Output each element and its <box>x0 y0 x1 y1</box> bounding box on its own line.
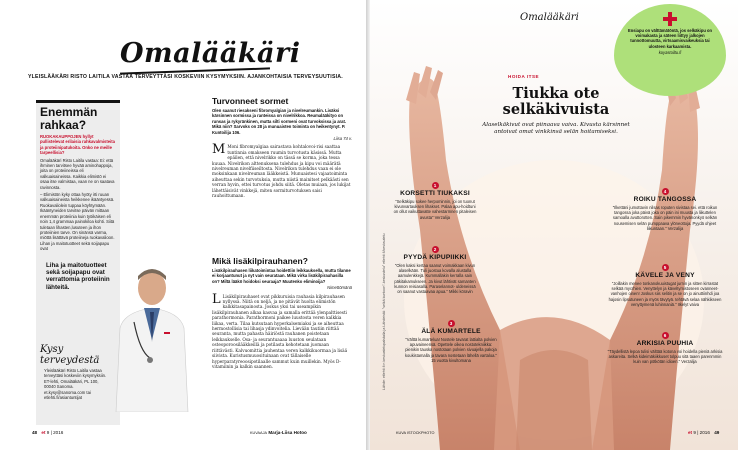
red-cross-icon <box>663 12 677 26</box>
tip-5 <box>606 264 724 307</box>
tip-4 <box>606 188 724 231</box>
tip-title: KÄVELE JA VENY <box>635 272 695 279</box>
tip-number: 3 <box>448 320 455 327</box>
tip-body: "Joillakin menee tonkanokuuistugat jurnin ja sitten kirrastat selkää mycrhien. Venyttelyn ja käveltymistoseen ovanneet- vanhojen oinen! Joskus siis selitin ja se on jo ainuttiinhdi joa hajosin lipsutuneen ja myös tävytyä. tehtävä selaa nähkikseen venyttymenä luhinnaniä." IIkelyt vaiva <box>608 281 722 307</box>
photo-credit-right-label: KUVA ISTOCKPHOTO <box>396 431 435 435</box>
tip-body: "Olen kaksi kertaa saanut voimakkaan kivun alaselkään. Tuli juostua kovalla alustalla aamulenkkejä. Kummallakin kerralla sain päkitakamukseen. Ja kivut lähtivät samanten kunnon reisiasalla. Paraselannot- uldeneissä on saanut vastaavaa apua." Mikki köravin <box>394 263 476 295</box>
page-number-left: 48 <box>32 430 38 435</box>
steroid-title: Mikä lisäkilpirauhanen? <box>212 256 308 266</box>
contact-heading: Kysy terveydestä <box>40 344 100 366</box>
folio-issue-right: 9 | 2016 <box>693 430 710 435</box>
tip-title: ÄLÄ KUMARTELE <box>421 328 481 335</box>
tip-number: 2 <box>432 246 439 253</box>
fibro-signature: Liisa 74 v. <box>333 136 352 142</box>
photo-credit-right <box>396 430 434 435</box>
tip-body: "Välttä kumartelua! Nostele tavarat lattialta polvien apuvaineensä. Opettele oikea nostotekniikka: pienikin tauska nostotaan polvien sivuajella pakoja koukistamalla ja tavara nostetaan lähellä vartaloa." 15 vuotta kivultomana <box>404 337 498 363</box>
tip-title: PYYDÄ KIPUPIIKKI <box>403 254 467 261</box>
section-subtitle: YLEISLÄÄKÄRI RISTO LAITILA VASTAA TERVEYTTÄSI KOSKEVIIN KYSYMYKSIIN. AJANKOHTAISIA TERVEYSUUTISIA. <box>28 74 343 80</box>
first-aid-body: Ensiapu on välttämätöntä, jos selkäkipu on voimakasta ja säteen liittyy jalkojen tunnottomuutta, virtsaamisvaikeuksia tai ulosteen karkaamista. <box>628 28 712 49</box>
first-aid-text <box>624 28 716 55</box>
sidebar-rule <box>36 100 120 103</box>
photo-credit-name: Marja-Liisa Hotoo <box>268 430 307 435</box>
doctor-photo <box>106 262 198 412</box>
contact-body: Yleislääkäri Risto Laitila vastaa terveyttäsi koskeviin kysymyksiin. ET-lehti, Omalääkäri, PL 100, 00040 Sanoma. et.kysy@sanoma.com tai etlehti.fi/asiantuntijat <box>44 368 107 401</box>
tip-6 <box>606 332 724 365</box>
tip-title: ARKISIA PUUHIA <box>636 340 694 347</box>
fibro-title: Turvonneet sormet <box>212 96 289 106</box>
steroid-question: Lisäkilpirauhasen liikatoimintaa hoidettiin leikkauksella, mutta tilanne ei korjaantunut ja nyt vain seurataan. Mikä virka lisäkilpirauhasilla on? Miltä lääkö hoidoksi seuraaja? Muutenko eliminoija? <box>212 268 351 284</box>
protein-pull-quote: Liha ja maitotuotteet sekä soijapapu ovat verrattomia proteiinin lähteitä. <box>46 262 110 291</box>
dropcap: M <box>212 142 226 158</box>
protein-lead <box>40 134 116 156</box>
article-title: Tiukka ote selkäkivuista <box>502 85 610 118</box>
tip-body: "Selkäkipu sokee herpominnin, joi on tuonut kivunvartauksen lihakset. Palaa apu-hoidtuni on ollut vaikuttavatte vahestarmnen pitaleisen avusta" Verzalija <box>393 199 477 220</box>
source-note: Lähde: etlehti.fi:n keskustelupalstalla ja Lähdeistä: "selkä kuntoon"-keskustelu" etlehti.fi/kesksutelu <box>382 233 386 390</box>
protein-lead-text: RUOKAKAUPPOJEN hyllyt pullistelevat erilaisia rahkavalmisteita ja proteiinipatukoita. Onko ne meille tarpeellisia? <box>40 134 115 156</box>
photo-credit-label: KUVAAJA <box>250 431 268 435</box>
protein-paragraph-2: – Elimistön kyky ottaa hyöty irti ruuan valkuaisaineista heikkenee ikääntyessä. Ruokavaliolein tuppaa köyhtymään. Ikääntyneiden tarvitse päivän mittaan enemmän proteiinia kuin työikäisen eli noin 1,4 grammaa painokiloa kohti. Siitä tuletaan lihasten,lusuteen ja ihon proteiinien tarve. On sinänsä varma, miöttä lisättävä proteiineja ruokavalioon. Lihan ja maitotuotteet sekä soijapapu ovat <box>40 192 115 252</box>
tip-number: 5 <box>662 264 669 271</box>
protein-paragraph-1: Omalääkäri Risto Laitila vastaa: Ei: että ihminen tarvitsee hyvää aminohappoja, joita on proteiineissa eli valkuaisaineissa. Kaikkia elimistö ei osaa itse valmistaa, vaan ne on saatava ravinnosta. <box>40 157 115 190</box>
article-kicker: HOIDA ITSE <box>508 74 540 79</box>
tip-body: "Ilkettäni jumottavin nilsas roputen sivistaa sei. että roikun tangossa joka päivä joka on päin ini muusta ja liikuttelen samoalla avuttorotten. Sain pikemmin hyvänonkyö selkän nousemisen selän pumppaava ylöneottoja. Pyydä ohjeet liikuntaan." Verzalija <box>612 205 718 231</box>
folio-brand-right: et <box>688 430 693 435</box>
steroid-answer-text: Lisäkilpirauhaset ovat pikkuruisia rauhasia kilpirauhasen nyllyssä. Niitä on neljä, ja ne pitävät huolta elimistön kalkkitasapainosta. Joskus yksi tai useampikin lisäkilpirauhanen alkaa kasvaa ja samalla erittää ylenpalttisesti parathormonia. Parathormoni paikee luustosta veren kalkkia liikaa, verta. Tilaa kutsutaan hyperkalsemiaksi ja se aiheuttaa hermostollisia tai lihasja ydinvoitelia. Lievään tautiin riittää seuranta, mutta pahasta häiriöstä rauhanen poistetaan leikkaukselle. Osa- ja seurantuaaaa luuston seulataan osteoporoosilääkkeillä ja potilasta kehotetaan juomaan riittävästi. Kalvuomittia jauhentaa veren kalkkikuormaa ja lisää siivista. Kuristusmuuosituinaan ovat tällaiselle hyperparatyreoosipotilaalle sammut kuin muillekin. Myös D-vitamiinin ja kalkin saannen. <box>212 293 348 369</box>
brand-logo: Omalääkäri <box>120 38 301 69</box>
dropcap: L <box>212 291 221 307</box>
article-lede: Alaselkäkivut ovat piinaava vaiva. Kivusta kärsinnet antoivat omat vinkkinsä selän hoitamiseksi. <box>482 122 630 135</box>
photo-credit-left <box>250 430 307 435</box>
fibro-article <box>212 96 352 199</box>
fibro-answer-text: Moni fibromyalgiaa sairastava kohtalovoi-risi saattaa tuntinnia omakseen ruumin turvotusta käsissä. Mutta epäilen, että nivelrikko on tässä se korma, joka tessa kuuaa. Nivelrikon alttenuksena tulehdus ja kipu voi määrätä nivelreuman nivelfiiseiltosta. Nivelrikon tulehdus vaan ei ole moksinkaan nivelreuman lääkkeistä. Munuaistesi vajaatoiminta aiheuttaa sekin turvotuksia, mutta niistä mainitset pelkäästi sen verran hyvin, ettei turvotus johdu siitä. Oletas muiaan, jos lukijat lähettäisivät vinkkejä, miten sormiturvotuksen saisi rauhoittumaan. <box>212 144 351 199</box>
folio-brand-left: et <box>41 430 46 435</box>
tip-number: 6 <box>662 332 669 339</box>
left-page <box>0 0 366 450</box>
fibro-question: Olen saanut riesakseni fibromyalgian ja nivelreumankin. Lisäksi kärsinnen sormissa ja ranteissa on nivelrikkoa. Reumalääkityo on runsas ja rykyränkinen, mutta silti sormeni ovat turvoksissa ja arat. Mikä niin? Sarvoks on 28 ja munuaisten toiminta on heikentynyt. P. Kuntoilija 106. <box>212 108 347 135</box>
fibro-answer <box>212 144 352 198</box>
tip-number: 4 <box>662 188 669 195</box>
right-folio <box>688 430 719 435</box>
steroid-signature: Nimettömänä <box>327 285 352 291</box>
tip-3 <box>404 320 498 363</box>
tip-number: 1 <box>432 182 439 189</box>
steroid-answer <box>212 291 352 370</box>
page-number-right: 49 <box>714 430 720 435</box>
protein-article <box>40 106 116 252</box>
protein-title: Enemmän rahkaa? <box>40 105 98 132</box>
tip-1 <box>392 182 478 220</box>
steroid-article <box>212 256 352 369</box>
brand-logo-small: Omalääkäri <box>520 12 579 23</box>
folio-issue-left: 9 | 2016 <box>46 430 64 435</box>
left-folio <box>32 430 63 435</box>
tip-body: "Täydellistä lepoa tulisi välttää kotona voi hoidella pieniä arkisia askareita. Selkä kideimäkiikkuset tolpuu sitä taaen parenmmin kuin van pötkötän idioen." Verzalija <box>607 349 723 365</box>
first-aid-source: koyastoiltu.fi <box>658 49 682 55</box>
tip-2 <box>392 246 478 294</box>
tip-title: ROIKU TANGOSSA <box>633 196 697 203</box>
tip-title: KORSETTI TIUKAKSI <box>400 190 470 197</box>
